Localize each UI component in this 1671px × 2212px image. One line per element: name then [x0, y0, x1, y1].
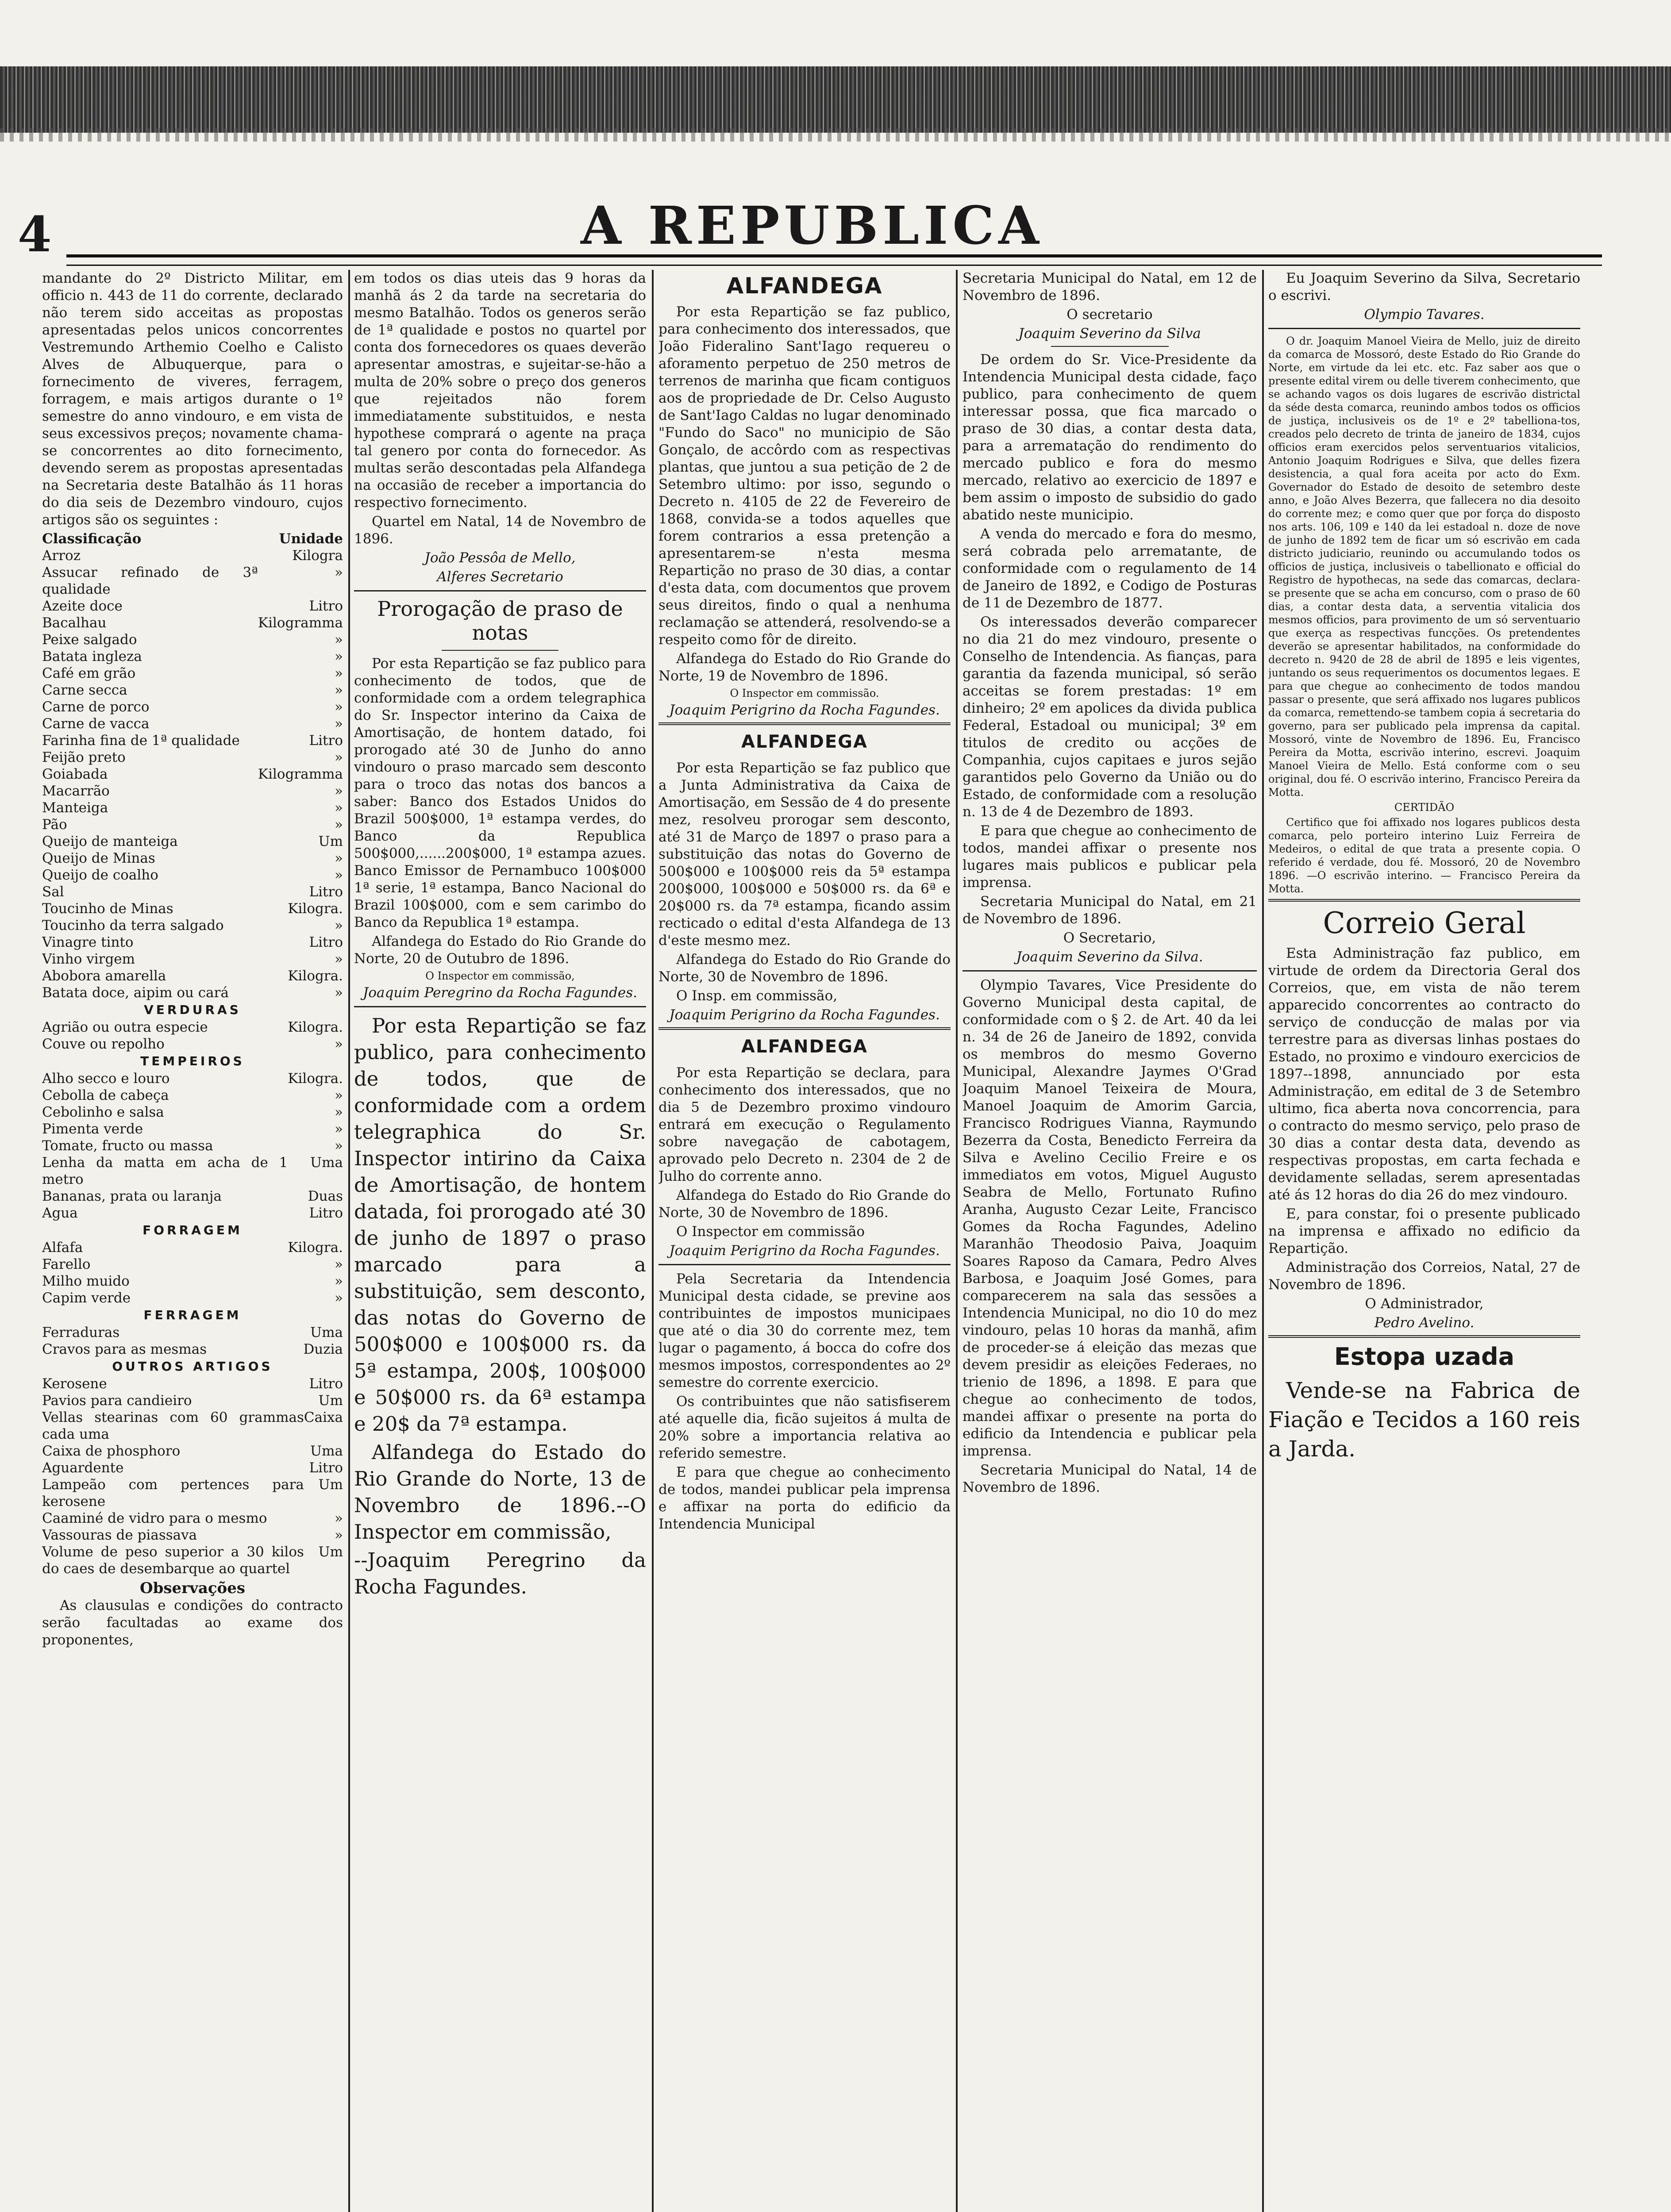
price-row — [42, 648, 343, 665]
category-ferragem: FERRAGEM — [143, 1308, 242, 1322]
col3-p6: O Insp. em commissão, — [676, 988, 838, 1004]
item-name: Couve ou repolho — [42, 1036, 165, 1052]
item-unit: Litro — [309, 1376, 343, 1392]
heading-prorogacao: Prorogação de praso de notas — [377, 597, 623, 645]
col4-p8: O Secretario, — [1063, 930, 1156, 946]
item-name: Sal — [42, 884, 64, 900]
item-unit: » — [335, 1510, 343, 1526]
item-unit: Litro — [309, 733, 343, 749]
item-name: Macarrão — [42, 783, 110, 799]
item-unit: Kilogra — [292, 548, 343, 564]
page-number: 4 — [18, 206, 52, 263]
item-unit: » — [335, 1104, 343, 1120]
item-name: Cebolinho e salsa — [42, 1104, 164, 1120]
col2-sig1: João Pessôa de Mello, — [424, 550, 576, 566]
category-forragem: FORRAGEM — [142, 1223, 243, 1237]
item-unit: » — [335, 1290, 343, 1306]
section-rule — [1268, 328, 1580, 329]
col3-p11: Os contribuintes que não satisfiserem até aquelle dia, ficão sujeitos á multa de 20% sobre a importancia relativa ao referido semestre. — [658, 1394, 951, 1461]
item-unit: » — [335, 1087, 343, 1103]
item-unit: Kilogra. — [288, 1071, 343, 1087]
col4-p6: E para que chegue ao conhecimento de todos, mandei affixar o presente nos lugares mais publicos e publicar pela imprensa. — [963, 823, 1257, 891]
col5-p4: Esta Administração faz publico, em virtude de ordem da Directoria Geral dos Correios, que, em vista de não terem apparecido concorrentes ao contracto do serviço de conducção de malas por via terrestre para as diversas linhas postaes do Estado, no proximo e vindouro exercicios de 1897--1898, annunciado por esta Administração, em edital de 3 de Setembro ultimo, fica aberta nova concorrencia, para o contracto do mesmo serviço, pelo praso de 30 dias a contar desta data, devendo as respectivas propostas, em carta fechada e devidamente selladas, serem apresentadas até ás 12 horas do dia 26 do mez vindouro. — [1268, 945, 1580, 1203]
col4-p3: De ordem do Sr. Vice-Presidente da Intendencia Municipal desta cidade, faço publico, para conhecimento de quem interessar possa, que fica marcado o praso de 30 dias, a contar desta data, para a arrematação do rendimento do mercado publico e fora do mesmo mercado, relativo ao exercicio de 1897 e bem assim o imposto de subsidio do gado abatido neste municipio. — [963, 352, 1257, 523]
price-row — [42, 783, 343, 799]
item-name: Capim verde — [42, 1290, 131, 1306]
price-row — [42, 968, 343, 984]
price-row — [42, 816, 343, 833]
col4-p2: O secretario — [1067, 307, 1153, 323]
price-row — [42, 833, 343, 850]
price-row — [42, 1375, 343, 1392]
col2-sig2: Joaquim Peregrino da Rocha Fagundes. — [362, 985, 638, 1001]
item-name: Carne de vacca — [42, 716, 150, 732]
item-unit: » — [335, 632, 343, 648]
item-unit: Kilogra. — [288, 901, 343, 917]
item-unit: » — [335, 565, 343, 580]
col2-p2: Quartel em Natal, 14 de Novembro de 1896. — [354, 514, 646, 547]
item-unit: Kilogra. — [288, 1019, 343, 1035]
price-row — [42, 1544, 343, 1577]
col3-p5: Alfandega do Estado do Rio Grande do Norte, 30 de Novembro de 1896. — [658, 952, 951, 985]
item-unit: Um — [318, 1393, 343, 1409]
item-unit: » — [335, 1036, 343, 1052]
item-unit: » — [335, 800, 343, 816]
item-name: Goiabada — [42, 766, 108, 782]
col3-p9: O Inspector em commissão — [676, 1224, 865, 1240]
item-name: Toucinho da terra salgado — [42, 918, 224, 933]
col5-p6: Administração dos Correios, Natal, 27 de Novembro de 1896. — [1268, 1260, 1580, 1293]
col2-big-notice: Por esta Repartição se faz publico, para conhecimento de todos, que de conformidade com a ordem telegraphica do Sr. Inspector intirino da Caixa de Amortisação, de hontem datada, foi prorogado até 30 de junho de 1897 o praso marcado para a substituição, sem desconto, das notas do Governo de 500$000 e 100$000 rs. da 5ª estampa, 200$, 100$000 e 50$000 rs. da 6ª estampa e 20$ da 7ª estampa. — [354, 1014, 646, 1436]
price-row — [42, 1290, 343, 1306]
item-name: Assucar refinado de 3ª qualidade — [42, 565, 258, 597]
item-unit: » — [335, 716, 343, 732]
col3-p8: Alfandega do Estado do Rio Grande do Norte, 30 de Novembro de 1896. — [658, 1187, 951, 1221]
item-name: Volume de peso superior a 30 kilos do caes de desembarque ao quartel — [42, 1544, 304, 1577]
item-unit: » — [335, 649, 343, 664]
item-unit: » — [335, 1121, 343, 1137]
price-row — [42, 850, 343, 867]
col2-p1: em todos os dias uteis das 9 horas da manhã ás 2 da tarde na secretaria do mesmo Batalhão. Todos os generos serão de 1ª qualidade e postos no quartel por conta dos fornecedores os quaes deverão apresentar amostras, e sujeitar-se-hão a multa de 20% sobre o preço dos generos que rejeitados não forem immediatamente substituidos, e nesta hypothese comprará o agente na praça tal genero por conta do fornecedor. As multas serão descontadas pela Alfandega na occasião de receber a importancia do respectivo fornecimento. — [354, 270, 646, 511]
item-unit: Kilogramma — [258, 766, 343, 782]
col3-sig1: Joaquim Perigrino da Rocha Fagundes. — [669, 702, 940, 718]
col4-sig2: Joaquim Severino da Silva. — [1016, 949, 1203, 965]
col4-p9: Olympio Tavares, Vice Presidente do Governo Municipal desta capital, de conformidade com o § 2. de Art. 40 da lei n. 34 de 26 de Janeiro de 1892, convida os membros do mesmo Governo Municipal, Alexandre Jaymes O'Grad Joaquim Manoel Teixeira de Moura, Manoel Joaquim de Amorim Garcia, Francisco Rodrigues Vianna, Raymundo Bezerra da Costa, Benedicto Ferreira da Silva e Avelino Cecilio Freire e os immediatos em votos, Miguel Augusto Seabra de Mello, Fortunato Rufino Aranha, Augusto Cezar Leite, Francisco Gomes da Rocha Fagundes, Adelino Maranhão Theodosio Paiva, Joaquim Soares Raposo da Camara, Pedro Alves Barbosa, e Joaquim José Gomes, para comparecerem na sala das sessões a Intendencia Municipal, no dio 10 do mez vindouro, pelas 10 horas da manhã, afim de proceder-se á eleição das mezas que devem presidir as eleições Federaes, no trienio de 1896, a 1898. E para que chegue ao conhecimento de todos, mandei affixar o presente na porta do edificio da Intendencia e publicar pela imprensa. — [963, 977, 1257, 1459]
price-row — [42, 766, 343, 783]
item-name: Lampeão com pertences para kerosene — [42, 1477, 304, 1509]
item-unit: Uma — [310, 1155, 343, 1171]
price-row — [42, 1188, 343, 1205]
item-unit: Litro — [309, 884, 343, 900]
item-unit: » — [335, 951, 343, 967]
section-rule — [658, 1264, 951, 1265]
col5-certidao: Certifico que foi affixado nos logares publicos desta comarca, pelo porteiro interino Luiz Ferreira de Medeiros, o edital de que trata a presente copia. O referido é verdade, dou fé. Mossoró, 20 de Novembro 1896. —O escrivão interino. — Francisco Pereira da Motta. — [1268, 816, 1580, 895]
col2-sig1b: Alferes Secretario — [437, 569, 563, 585]
column-divider — [956, 270, 958, 2212]
price-row — [42, 1341, 343, 1358]
item-unit: Kilogra. — [288, 1240, 343, 1256]
item-unit: Uma — [310, 1443, 343, 1459]
damaged-top-edge-fray — [0, 128, 1671, 142]
price-row — [42, 1409, 343, 1443]
col5-sig1: Olympio Tavares. — [1364, 307, 1485, 323]
col5-p7: O Administrador, — [1365, 1296, 1484, 1312]
item-name: Alfafa — [42, 1240, 83, 1256]
items-list — [42, 547, 343, 1001]
price-row — [42, 1137, 343, 1154]
section-rule — [1268, 899, 1580, 902]
heading-alfandega-3: ALFANDEGA — [741, 1037, 868, 1057]
price-row — [42, 614, 343, 631]
item-name: Cebolla de cabeça — [42, 1087, 169, 1103]
col5-p1: Eu Joaquim Severino da Silva, Secretario o escrivi. — [1268, 270, 1580, 303]
col3-p1: Por esta Repartição se faz publico, para conhecimento dos interessados, que João Fideralino Sant'Iago requereu o aforamento perpetuo de 250 metros de terrenos de marinha que ficam contiguos aos de propriedade de Dr. Celso Augusto de Sant'Iago Caldas no lugar denominado "Fundo do Saco" no municipio de São Gonçalo, de accôrdo com as respectivas plantas, que juntou a sua petição de 2 de Setembro ultimo: por isso, segundo o Decreto n. 4105 de 22 de Fevereiro de 1868, convida-se a todos aquelles que forem contrarios a essa pretenção a apresentarem-se n'esta mesma Repartição no praso de 30 dias, a contar d'esta data, com documentos que provem seus direitos, findo o qual a nenhuma reclamação se attenderá, resolvendo-se a respeito como fôr de direito. — [658, 304, 951, 648]
item-name: Aguardente — [42, 1460, 124, 1476]
item-unit: » — [335, 918, 343, 933]
price-row — [42, 1324, 343, 1341]
price-row — [42, 799, 343, 816]
price-row — [42, 1476, 343, 1510]
price-row — [42, 867, 343, 883]
price-row — [42, 732, 343, 749]
item-name: Agua — [42, 1205, 78, 1221]
col4-sig1: Joaquim Severino da Silva — [1018, 326, 1201, 342]
section-rule — [354, 1006, 646, 1007]
col2-p3: Por esta Repartição se faz publico para conhecimento de todos, que de conformidade com a ordem telegraphica do Sr. Inspector interino da Caixa de Amortisação, de hontem datado, foi prorogado até 30 de Junho do anno vindouro o praso marcado sem desconto para o troco das notas dos bancos a saber: Banco dos Estados Unidos do Brazil 500$000, 1ª estampa verdes, do Banco da Republica 500$000,......200$000, 1ª estampa azues. Banco Emissor de Pernambuco 100$000 1ª serie, 1ª estampa, Banco Nacional do Brazil 100$000, com e sem carimbo do Banco da Republica 1ª estampa. — [354, 656, 646, 930]
col4-p1: Secretaria Municipal do Natal, em 12 de Novembro de 1896. — [963, 270, 1257, 303]
item-name: Carne secca — [42, 682, 127, 698]
item-name: Pavios para candieiro — [42, 1393, 192, 1409]
outros-list — [42, 1375, 343, 1577]
item-name: Arroz — [42, 548, 81, 564]
masthead-rule — [66, 254, 1602, 266]
price-row — [42, 749, 343, 766]
item-name: Pão — [42, 817, 67, 833]
item-name: Farinha fina de 1ª qualidade — [42, 733, 240, 749]
col5-sig2: Pedro Avelino. — [1374, 1315, 1475, 1331]
col4-p5: Os interessados deverão comparecer no dia 21 do mez vindouro, presente o Conselho de Intendencia. As fianças, para garantia da fazenda municipal, só serão acceitas se forem prestadas: 1º em dinheiro; 2º em apolices da divida publica Federal, Estadoal ou municipal; 3º em titulos de credito ou acções de Companhia, cujos capitaes e juros sejão garantidos pelo Governo da União ou do Estado, de conformidade com a resolução n. 13 de 4 de Dezembro de 1893. — [963, 614, 1257, 820]
item-name: Batata doce, aipim ou cará — [42, 985, 229, 1001]
damaged-top-edge — [0, 66, 1671, 133]
item-unit: » — [335, 1138, 343, 1154]
price-row — [42, 1510, 343, 1527]
col2-big-signature: --Joaquim Peregrino da Rocha Fagundes. — [354, 1548, 646, 1598]
price-row — [42, 699, 343, 715]
price-row — [42, 665, 343, 682]
price-row — [42, 951, 343, 968]
price-row — [42, 1392, 343, 1409]
item-name: Peixe salgado — [42, 632, 137, 648]
item-unit: » — [335, 682, 343, 698]
verduras-list — [42, 1019, 343, 1052]
col2-p4: Alfandega do Estado do Rio Grande do Norte, 20 de Outubro de 1896. — [354, 933, 646, 967]
obs-text: As clausulas e condições do contracto serão facultadas ao exame dos proponentes, — [42, 1598, 343, 1648]
ferragem-list — [42, 1324, 343, 1358]
price-row — [42, 598, 343, 614]
price-row — [42, 934, 343, 951]
item-unit: » — [335, 817, 343, 833]
col2-big-date: Alfandega do Estado do Rio Grande do Norte, 13 de Novembro de 1896.--O Inspector em commissão, — [354, 1440, 646, 1544]
col4-p7: Secretaria Municipal do Natal, em 21 de Novembro de 1896. — [963, 894, 1257, 927]
section-rule — [658, 1027, 951, 1030]
item-name: Kerosene — [42, 1376, 107, 1392]
item-name: Caixa de phosphoro — [42, 1443, 181, 1459]
item-unit: Kilogramma — [258, 615, 343, 631]
item-unit: Litro — [309, 1460, 343, 1476]
item-unit: Um — [318, 833, 343, 849]
price-row — [42, 547, 343, 564]
obs-title: Observações — [139, 1579, 246, 1597]
price-row — [42, 883, 343, 900]
category-temperos: TEMPEIROS — [140, 1054, 245, 1068]
certidao-title: CERTIDÃO — [1394, 801, 1455, 814]
price-row — [42, 1459, 343, 1476]
col5-p5: E, para constar, foi o presente publicado na imprensa e affixado no edificio da Repartição. — [1268, 1206, 1580, 1256]
heading-alfandega-2: ALFANDEGA — [741, 732, 868, 752]
item-name: Vinho virgem — [42, 951, 135, 967]
item-name: Café em grão — [42, 665, 136, 681]
col4-p4: A venda do mercado e fora do mesmo, será cobrada pelo arrematante, de conformidade com o regulamento de 14 de Janeiro de 1892, e Codigo de Posturas de 11 de Dezembro de 1877. — [963, 526, 1257, 611]
item-name: Manteiga — [42, 800, 108, 816]
item-unit: Um — [318, 1544, 343, 1560]
price-row — [42, 1273, 343, 1290]
category-verduras: VERDURAS — [144, 1002, 241, 1017]
item-unit: » — [335, 985, 343, 1001]
item-name: Queijo de manteiga — [42, 833, 178, 849]
item-name: Tomate, fructo ou massa — [42, 1138, 213, 1154]
price-row — [42, 1239, 343, 1256]
item-name: Batata ingleza — [42, 649, 142, 664]
price-row — [42, 1154, 343, 1188]
item-name: Pimenta verde — [42, 1121, 143, 1137]
forragem-list — [42, 1239, 343, 1306]
item-name: Queijo de coalho — [42, 867, 158, 883]
price-table — [42, 530, 343, 1001]
price-row — [42, 1036, 343, 1052]
heading-estopa-uzada: Estopa uzada — [1334, 1343, 1515, 1371]
price-row — [42, 1104, 343, 1121]
price-row — [42, 1087, 343, 1104]
col5-edital: O dr. Joaquim Manoel Vieira de Mello, juiz de direito da comarca de Mossoró, deste Estado do Rio Grande do Norte, em virtude da lei etc. etc. Faz saber aos que o presente edital virem ou delle tiverem conhecimento, que se achando vagos os dois lugares de escrivão districtal da séde desta comarca, reunindo ambos todos os officios de justiça, inclusiveis os de 1º e 2º tabelliona-tos, creados pelo decreto de trinta de janeiro de 1834, cujos officios eram exercidos pelos serventuarios vitalicios, Antonio Joaquim Rodrigues e Silva, que delles fizera desistencia, a qual fora aceita por acto do Exm. Governador do Estado de desoito de setembro deste anno, e João Alves Bezerra, que fallecera no dia desoito do corrente mez; e como quer que por força do disposto nos arts. 106, 109 e 140 da lei estadoal n. doze de nove de junho de 1892 tem de ficar um só escrivão em cada districto judiciario, reunindo ou accumulando todos os officios de justiça, inclusiveis o tabellionato e official do Registro de hypothecas, na sede das comarcas, declara-se presente que se acha em concurso, com o praso de 60 dias, a contar desta data, a serventia vitalicia dos mesmos officios, para provimento de um só serventuario que exerça as respectivas funcções. Os pretendentes deverão se apresentar habilitados, na conformidade do decreto n. 9420 de 28 de abril de 1895 e leis vigentes, juntando os seus requerimentos os documentos legaes. E para que chegue ao conhecimento de todos mandou passar o presente, que será affixado nos lugares publicos da comarca, remettendo-se tambem copia á secretaria do governo, para ser publicado pela imprensa da capital. Mossoró, vinte de Novembro de 1896. Eu, Francisco Pereira da Motta, escrivão interino, escrevi. Joaquim Manoel Vieira de Mello. Está conforme com o seu original, dou fé. O escrivão interino, Francisco Pereira da Motta. — [1268, 335, 1580, 799]
price-row — [42, 1205, 343, 1221]
item-name: Abobora amarella — [42, 968, 166, 984]
item-unit: » — [335, 783, 343, 799]
category-outros: OUTROS ARTIGOS — [112, 1359, 273, 1374]
price-row — [42, 1256, 343, 1273]
item-unit: Duzia — [303, 1341, 343, 1357]
item-name: Farello — [42, 1256, 91, 1272]
col5-estopa-text: Vende-se na Fabrica de Fiação e Tecidos a 160 reis a Jarda. — [1268, 1378, 1580, 1462]
price-row — [42, 900, 343, 917]
item-name: Lenha da matta em acha de 1 metro — [42, 1155, 288, 1187]
price-row — [42, 564, 343, 598]
col3-p3: O Inspector em commissão. — [730, 687, 879, 699]
item-name: Agrião ou outra especie — [42, 1019, 208, 1035]
column-4 — [963, 270, 1257, 2212]
item-name: Toucinho de Minas — [42, 901, 173, 917]
item-unit: Litro — [309, 598, 343, 614]
item-name: Ferraduras — [42, 1325, 120, 1340]
item-unit: Duas — [308, 1188, 343, 1204]
heading-alfandega-1: ALFANDEGA — [726, 273, 883, 299]
section-rule — [658, 722, 951, 725]
column-1 — [42, 270, 343, 2212]
section-rule — [963, 970, 1257, 972]
item-name: Vellas stearinas com 60 grammas cada uma — [42, 1409, 304, 1442]
price-row — [42, 631, 343, 648]
column-5 — [1268, 270, 1580, 2212]
column-2 — [354, 270, 646, 2212]
price-row — [42, 1019, 343, 1036]
item-unit: Um — [318, 1477, 343, 1493]
col1-intro: mandante do 2º Districto Militar, em officio n. 443 de 11 do corrente, declarado não terem sido acceitas as propostas apresentadas pelos unicos concorrentes Vestremundo Arthemio Coelho e Calisto Alves de Albuquerque, para o fornecimento de viveres, ferragem, forragem, e mais artigos durante o 1º semestre do anno vindouro, e em vista de seus excessivos preços; novamente chama-se concorrentes ao dito fornecimento, devendo serem as propostas apresentadas na Secretaria deste Batalhão ás 11 horas do dia seis de Dezembro vindouro, cujos artigos são os seguintes : — [42, 270, 343, 528]
item-name: Bananas, prata ou laranja — [42, 1188, 222, 1204]
col3-p12: E para que chegue ao conhecimento de todos, mandei publicar pela imprensa e affixar na porta do edificio da Intendencia Municipal — [658, 1464, 951, 1532]
price-row — [42, 1443, 343, 1459]
item-unit: » — [335, 1527, 343, 1543]
item-unit: Uma — [310, 1325, 343, 1340]
item-name: Queijo de Minas — [42, 850, 155, 866]
price-row — [42, 1070, 343, 1087]
item-name: Milho muido — [42, 1273, 130, 1289]
col3-sig2: Joaquim Perigrino da Rocha Fagundes. — [669, 1007, 940, 1023]
class-header: Classificação — [42, 531, 142, 547]
item-name: Vinagre tinto — [42, 934, 134, 950]
col4-p10: Secretaria Municipal do Natal, 14 de Novembro de 1896. — [963, 1462, 1257, 1495]
newspaper-title: A REPUBLICA — [581, 195, 1043, 256]
item-name: Carne de porco — [42, 699, 150, 715]
col3-sig3: Joaquim Perigrino da Rocha Fagundes. — [669, 1243, 940, 1259]
short-rule — [1051, 346, 1169, 347]
temperos-list — [42, 1070, 343, 1221]
item-unit: » — [335, 1273, 343, 1289]
item-name: Feijão preto — [42, 749, 126, 765]
item-unit: » — [335, 850, 343, 866]
item-unit: » — [335, 749, 343, 765]
col3-p10: Pela Secretaria da Intendencia Municipal desta cidade, se previne aos contribuintes de impostos municipaes que até o dia 30 do corrente mez, tem lugar o pagamento, á bocca do cofre dos mesmos impostos, correspondentes ao 2º semestre do corrente exercicio. — [658, 1271, 951, 1390]
item-name: Bacalhau — [42, 615, 107, 631]
col2-p5: O Inspector em commissão, — [425, 970, 575, 982]
heading-correio-geral: Correio Geral — [1323, 906, 1526, 940]
item-name: Alho secco e louro — [42, 1071, 170, 1087]
price-row — [42, 1121, 343, 1137]
unit-header: Unidade — [279, 531, 343, 547]
item-unit: Kilogra. — [288, 968, 343, 984]
item-unit: Litro — [309, 1205, 343, 1221]
item-name: Vassouras de piassava — [42, 1527, 197, 1543]
column-divider — [1262, 270, 1264, 2212]
section-rule — [354, 590, 646, 591]
item-name: Caaminé de vidro para o mesmo — [42, 1510, 267, 1526]
section-rule — [1268, 1335, 1580, 1338]
item-unit: » — [335, 1256, 343, 1272]
column-3 — [658, 270, 951, 2212]
short-rule — [442, 650, 558, 651]
price-row — [42, 715, 343, 732]
item-name: Cravos para as mesmas — [42, 1341, 207, 1357]
price-row — [42, 682, 343, 699]
item-unit: » — [335, 867, 343, 883]
item-unit: » — [335, 665, 343, 681]
item-unit: » — [335, 699, 343, 715]
col3-p2: Alfandega do Estado do Rio Grande do Norte, 19 de Novembro de 1896. — [658, 651, 951, 684]
column-divider — [652, 270, 654, 2212]
item-name: Azeite doce — [42, 598, 123, 614]
item-unit: Caixa — [304, 1409, 343, 1425]
col3-p4: Por esta Repartição se faz publico que a Junta Administrativa da Caixa de Amortisação, em Sessão de 4 do presente mez, resolveu prorogar sem desconto, até 31 de Março de 1897 o praso para a substituição das notas do Governo de 500$000 e 100$000 reis da 5ª estampa 200$000, 100$000 e 50$000 rs. da 6ª e 20$000 rs. da 7ª estampa, ficando assim recticado o edital d'esta Alfandega de 13 d'este mesmo mez. — [658, 760, 951, 949]
item-unit: Litro — [309, 934, 343, 950]
column-divider — [348, 270, 350, 2212]
price-row — [42, 917, 343, 934]
price-row — [42, 984, 343, 1001]
price-row — [42, 1527, 343, 1544]
col3-p7: Por esta Repartição se declara, para conhecimento dos interessados, que no dia 5 de Dezembro proximo vindouro entrará em execução o Regulamento sobre navegação de cabotagem, aprovado pelo Decreto n. 2304 de 2 de Julho do corrente anno. — [658, 1065, 951, 1184]
